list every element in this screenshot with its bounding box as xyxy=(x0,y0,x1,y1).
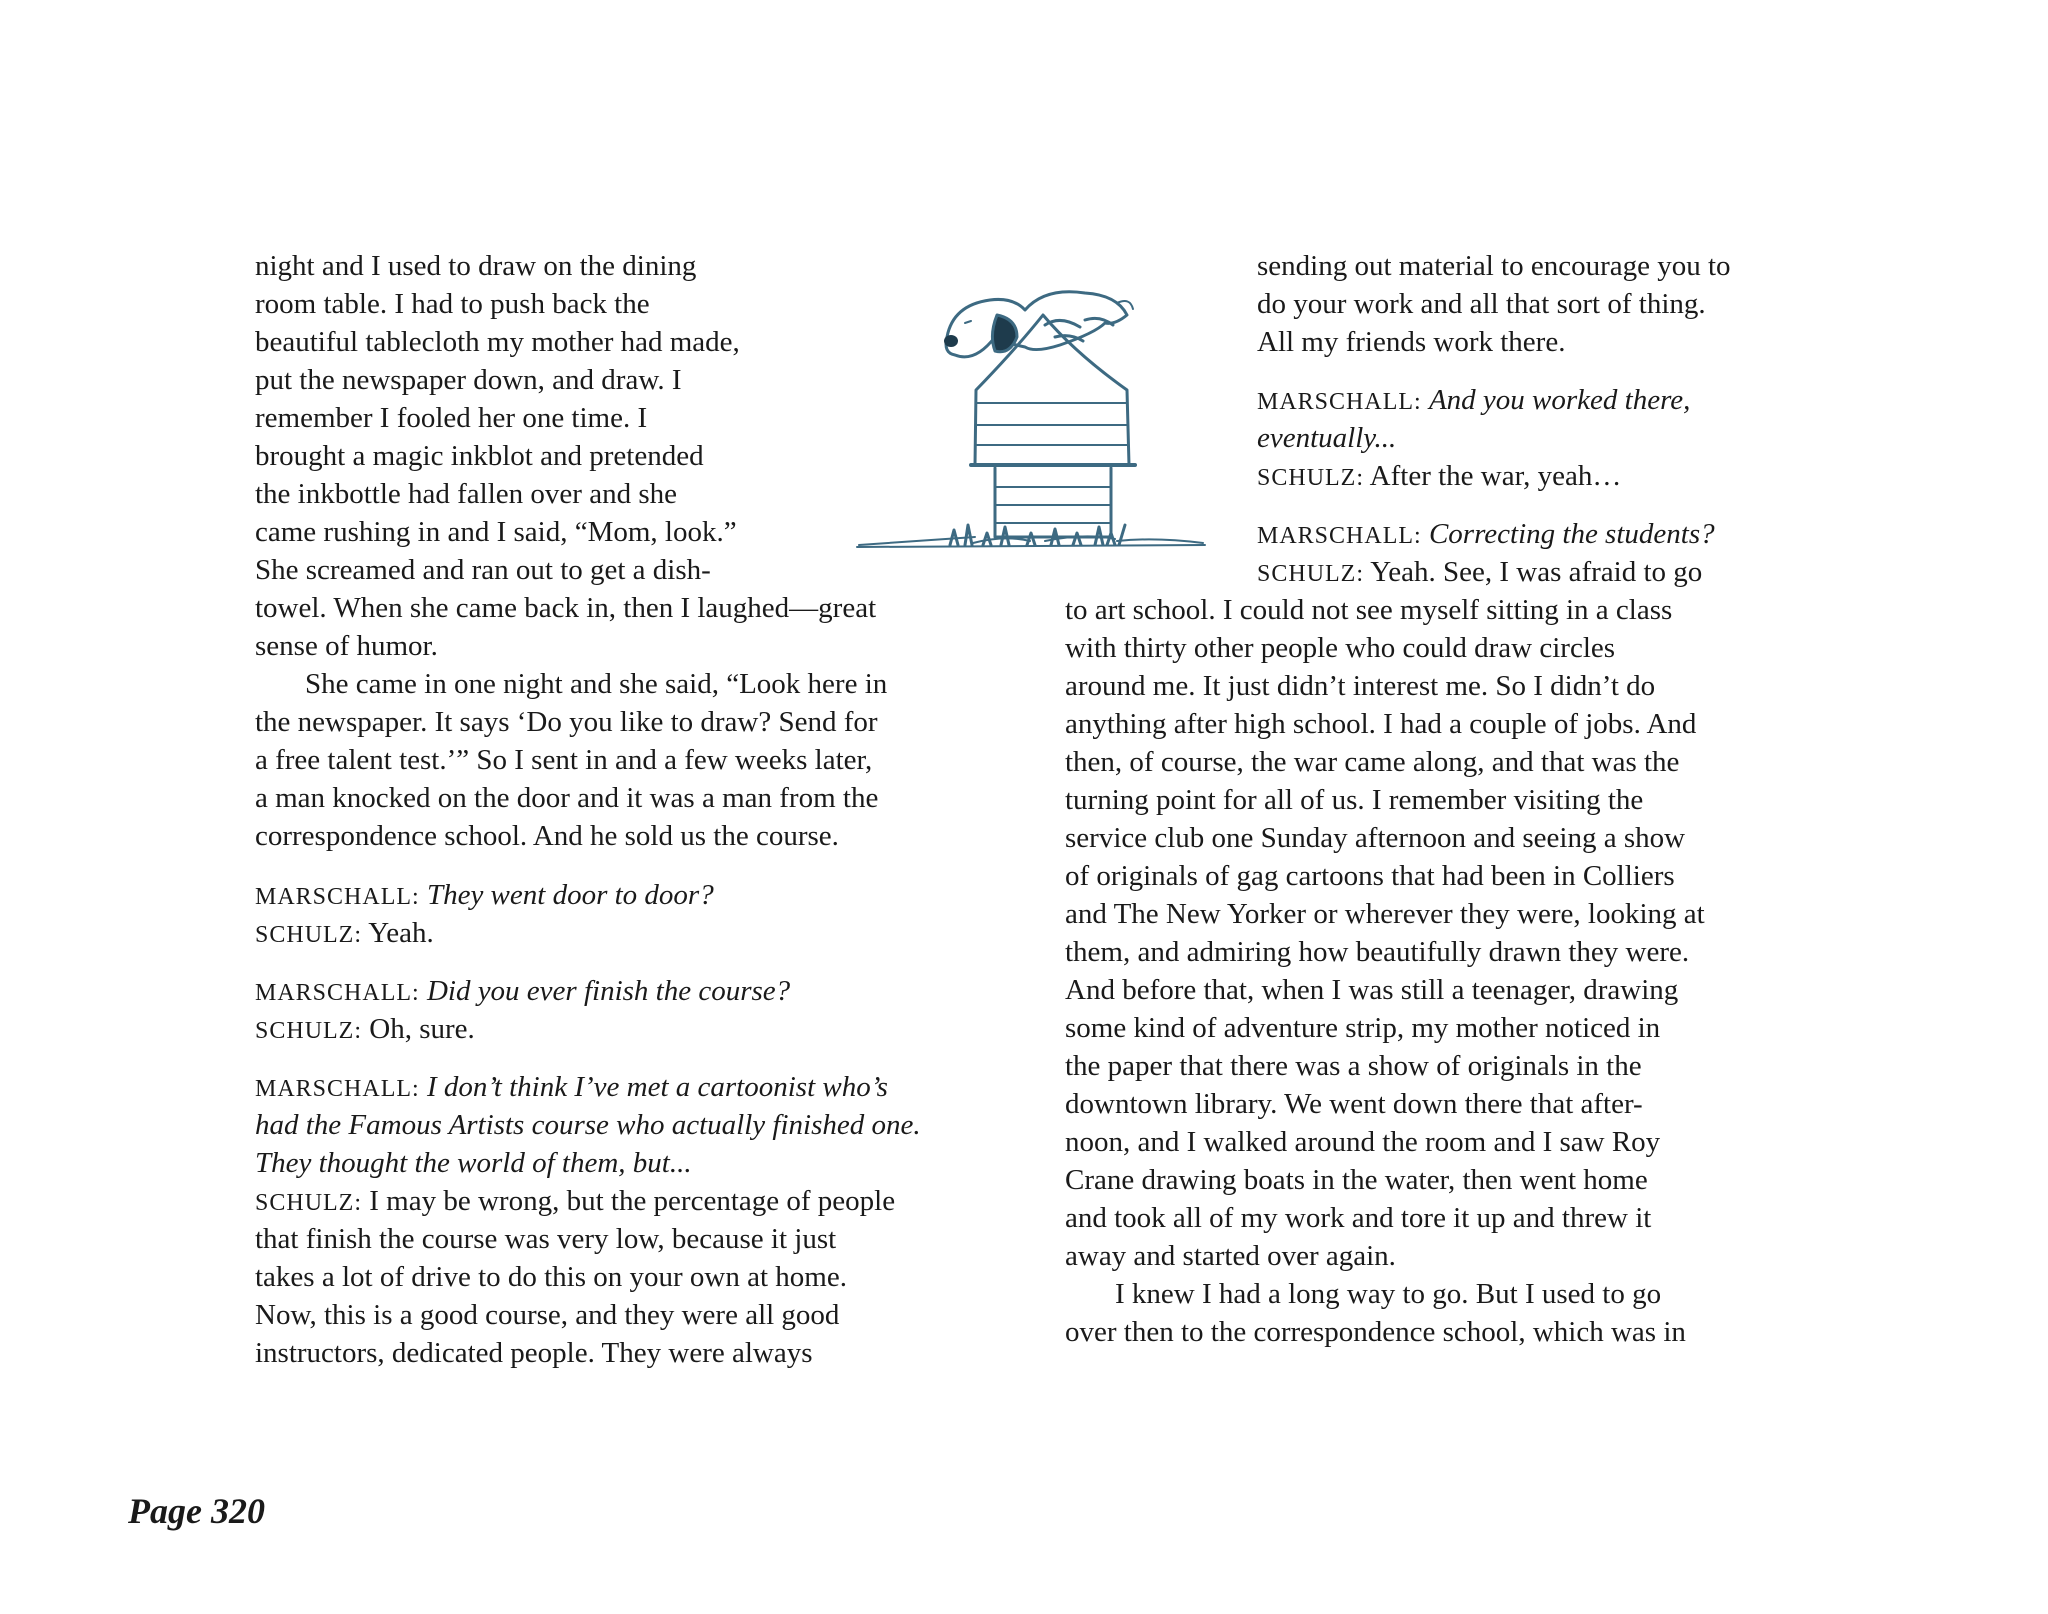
right-line-19: And before that, when I was still a teenager, drawing xyxy=(1065,974,1679,1006)
right-line-13: then, of course, the war came along, and that was the xyxy=(1065,746,1680,778)
right-line-16: of originals of gag cartoons that had been in Colliers xyxy=(1065,860,1675,892)
right-line-6: SCHULZ: After the war, yeah… xyxy=(1257,460,1622,492)
right-line-22: downtown library. We went down there that after- xyxy=(1065,1088,1643,1120)
left-line-12: She came in one night and she said, “Look here in xyxy=(305,668,888,700)
left-line-25: that finish the course was very low, because it just xyxy=(255,1223,837,1255)
right-line-8: SCHULZ: Yeah. See, I was afraid to go xyxy=(1257,556,1703,588)
right-line-25: and took all of my work and tore it up and threw it xyxy=(1065,1202,1652,1234)
right-line-12: anything after high school. I had a couple of jobs. And xyxy=(1065,708,1697,740)
snoopy-on-doghouse-icon xyxy=(855,275,1207,565)
left-line-26: takes a lot of drive to do this on your own at home. xyxy=(255,1261,847,1293)
right-line-9: to art school. I could not see myself sitting in a class xyxy=(1065,594,1673,626)
right-line-10: with thirty other people who could draw circles xyxy=(1065,632,1616,664)
left-line-21: MARSCHALL: I don’t think I’ve met a cartoonist who’s xyxy=(255,1071,888,1103)
right-line-24: Crane drawing boats in the water, then went home xyxy=(1065,1164,1648,1196)
right-line-20: some kind of adventure strip, my mother noticed in xyxy=(1065,1012,1661,1044)
left-line-6: brought a magic inkblot and pretended xyxy=(255,440,704,472)
left-line-28: instructors, dedicated people. They were always xyxy=(255,1337,813,1369)
right-line-3: All my friends work there. xyxy=(1257,326,1566,358)
left-line-23: They thought the world of them, but... xyxy=(255,1147,692,1179)
speaker-label: SCHULZ: xyxy=(1257,561,1365,587)
speaker-label: SCHULZ: xyxy=(1257,465,1365,491)
speaker-label: MARSCHALL: xyxy=(1257,389,1422,415)
speaker-label: MARSCHALL: xyxy=(255,884,420,910)
left-line-24: SCHULZ: I may be wrong, but the percentage of people xyxy=(255,1185,896,1217)
page-number: Page 320 xyxy=(128,1491,265,1531)
left-line-1: night and I used to draw on the dining xyxy=(255,250,697,282)
left-line-3: beautiful tablecloth my mother had made, xyxy=(255,326,740,358)
left-line-4: put the newspaper down, and draw. I xyxy=(255,364,682,396)
left-line-14: a free talent test.’” So I sent in and a few weeks later, xyxy=(255,744,873,776)
left-line-5: remember I fooled her one time. I xyxy=(255,402,648,434)
right-line-28: over then to the correspondence school, which was in xyxy=(1065,1316,1686,1348)
speaker-label: MARSCHALL: xyxy=(1257,523,1422,549)
left-line-16: correspondence school. And he sold us the course. xyxy=(255,820,839,852)
left-line-2: room table. I had to push back the xyxy=(255,288,650,320)
left-line-8: came rushing in and I said, “Mom, look.” xyxy=(255,516,737,548)
right-line-2: do your work and all that sort of thing. xyxy=(1257,288,1706,320)
left-line-17: MARSCHALL: They went door to door? xyxy=(255,879,714,911)
speaker-label: MARSCHALL: xyxy=(255,1076,420,1102)
left-line-11: sense of humor. xyxy=(255,630,438,662)
right-line-4: MARSCHALL: And you worked there, xyxy=(1257,384,1691,416)
left-line-10: towel. When she came back in, then I laughed—great xyxy=(255,592,877,624)
right-line-27: I knew I had a long way to go. But I used to go xyxy=(1115,1278,1662,1310)
right-line-11: around me. It just didn’t interest me. So I didn’t do xyxy=(1065,670,1656,702)
left-line-19: MARSCHALL: Did you ever finish the course? xyxy=(255,975,791,1007)
left-line-18: SCHULZ: Yeah. xyxy=(255,917,434,949)
right-line-1: sending out material to encourage you to xyxy=(1257,250,1731,282)
left-line-9: She screamed and ran out to get a dish- xyxy=(255,554,711,586)
speaker-label: MARSCHALL: xyxy=(255,980,420,1006)
right-line-23: noon, and I walked around the room and I saw Roy xyxy=(1065,1126,1661,1158)
right-line-21: the paper that there was a show of originals in the xyxy=(1065,1050,1642,1082)
right-line-14: turning point for all of us. I remember visiting the xyxy=(1065,784,1644,816)
left-line-13: the newspaper. It says ‘Do you like to draw? Send for xyxy=(255,706,878,738)
left-line-20: SCHULZ: Oh, sure. xyxy=(255,1013,475,1045)
right-line-26: away and started over again. xyxy=(1065,1240,1396,1272)
speaker-label: SCHULZ: xyxy=(255,1190,363,1216)
speaker-label: SCHULZ: xyxy=(255,922,363,948)
right-line-7: MARSCHALL: Correcting the students? xyxy=(1257,518,1715,550)
right-line-18: them, and admiring how beautifully drawn they were. xyxy=(1065,936,1690,968)
left-line-7: the inkbottle had fallen over and she xyxy=(255,478,677,510)
right-line-17: and The New Yorker or wherever they were, looking at xyxy=(1065,898,1705,930)
left-line-15: a man knocked on the door and it was a man from the xyxy=(255,782,879,814)
left-line-27: Now, this is a good course, and they were all good xyxy=(255,1299,840,1331)
right-line-5: eventually... xyxy=(1257,422,1397,454)
left-line-22: had the Famous Artists course who actually finished one. xyxy=(255,1109,921,1141)
right-line-15: service club one Sunday afternoon and seeing a show xyxy=(1065,822,1686,854)
speaker-label: SCHULZ: xyxy=(255,1018,363,1044)
